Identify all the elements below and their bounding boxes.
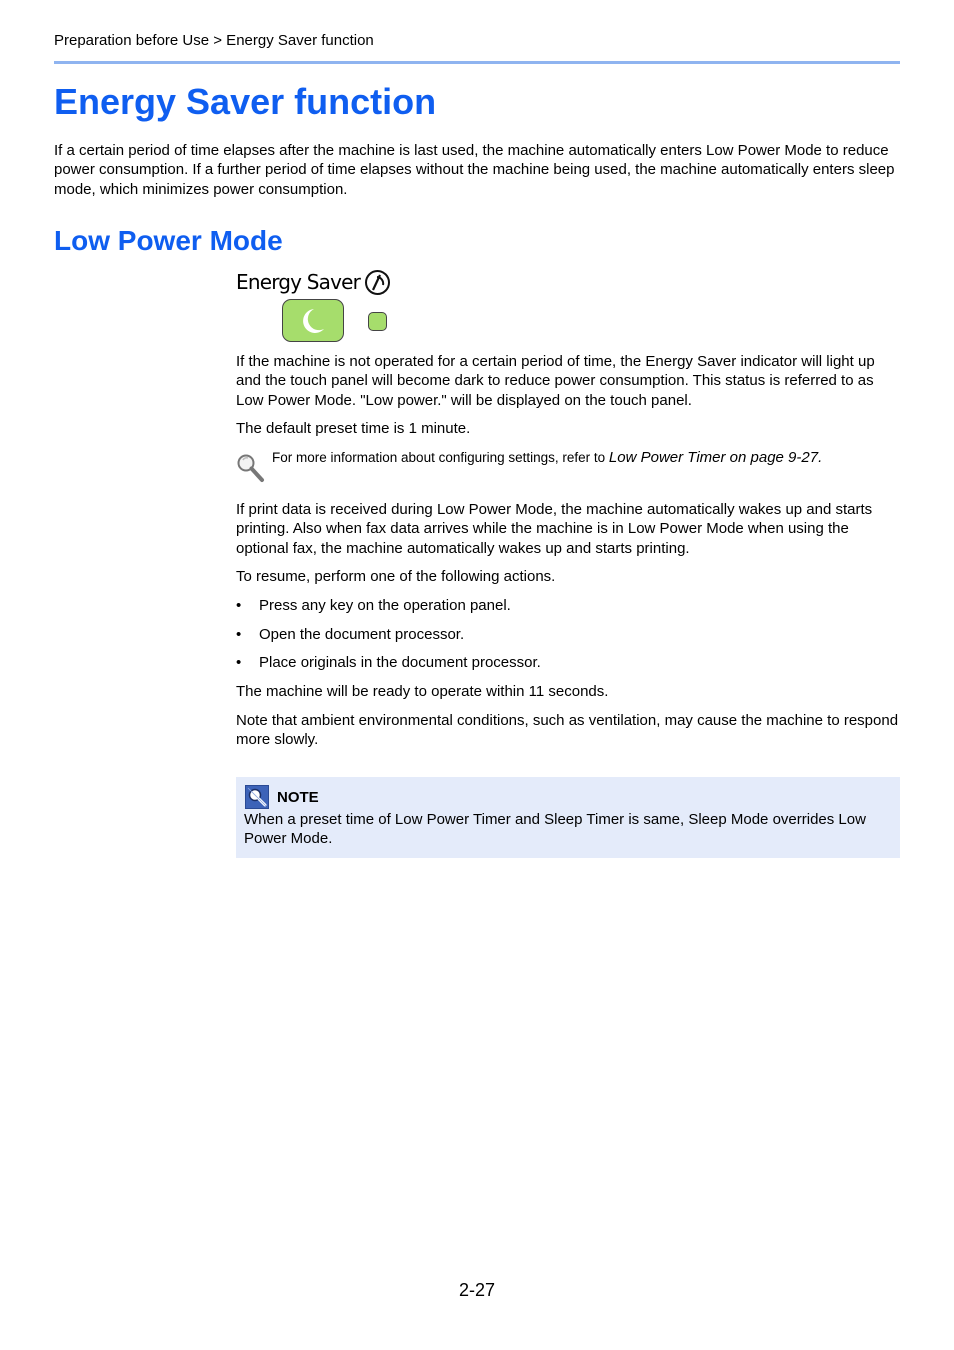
list-item-text: Place originals in the document processor. <box>259 654 541 671</box>
page-title: Energy Saver function <box>54 81 437 122</box>
bullet-marker: • <box>236 597 242 614</box>
note-title: NOTE <box>277 789 319 806</box>
magnifier-icon <box>236 452 266 484</box>
note-icon <box>245 785 269 809</box>
bullet-marker: • <box>236 654 242 671</box>
moon-icon <box>300 307 326 335</box>
ready-time-paragraph: The machine will be ready to operate within 11 seconds. <box>236 683 609 700</box>
breadcrumb: Preparation before Use > Energy Saver function <box>54 32 374 49</box>
reference-end: . <box>818 449 823 466</box>
print-data-paragraph: If print data is received during Low Power Mode, the machine automatically wakes up and starts printing. Also when fax data arrives while the machine is in Low Power Mode when using the optional fax, the machine automatically wakes up and starts printing. <box>236 501 873 557</box>
note-box <box>236 777 900 858</box>
ambient-paragraph: Note that ambient environmental conditions, such as ventilation, may cause the machine to respond more slowly. <box>236 712 899 749</box>
default-time-paragraph: The default preset time is 1 minute. <box>236 420 471 437</box>
reference-text: For more information about configuring settings, refer to <box>272 450 609 465</box>
bullet-marker: • <box>236 626 242 643</box>
list-item-text: Open the document processor. <box>259 626 465 643</box>
energy-saver-indicator <box>368 312 387 331</box>
header-rule <box>54 61 900 64</box>
page-number: 2-27 <box>458 1280 496 1300</box>
power-saver-icon <box>364 269 391 296</box>
low-power-paragraph: If the machine is not operated for a certain period of time, the Energy Saver indicator will light up and the touch panel will become dark to reduce power consumption. This status is referred to as Low Power Mode. "Low power." will be displayed on the touch panel. <box>236 353 875 409</box>
energy-saver-label: Energy Saver <box>236 270 361 294</box>
intro-paragraph: If a certain period of time elapses after the machine is last used, the machine automatically enters Low Power Mode to reduce power consumption. If a further period of time elapses without the machine being used, the machine automatically enters sleep mode, which minimizes power consumption. <box>54 142 895 198</box>
resume-paragraph: To resume, perform one of the following actions. <box>236 568 556 585</box>
section-heading: Low Power Mode <box>54 225 283 256</box>
reference-link[interactable]: Low Power Timer on page 9-27 <box>608 449 819 466</box>
note-text: When a preset time of Low Power Timer and Sleep Timer is same, Sleep Mode overrides Low Power Mode. <box>244 811 866 848</box>
list-item-text: Press any key on the operation panel. <box>259 597 511 614</box>
energy-saver-button[interactable] <box>282 299 344 342</box>
